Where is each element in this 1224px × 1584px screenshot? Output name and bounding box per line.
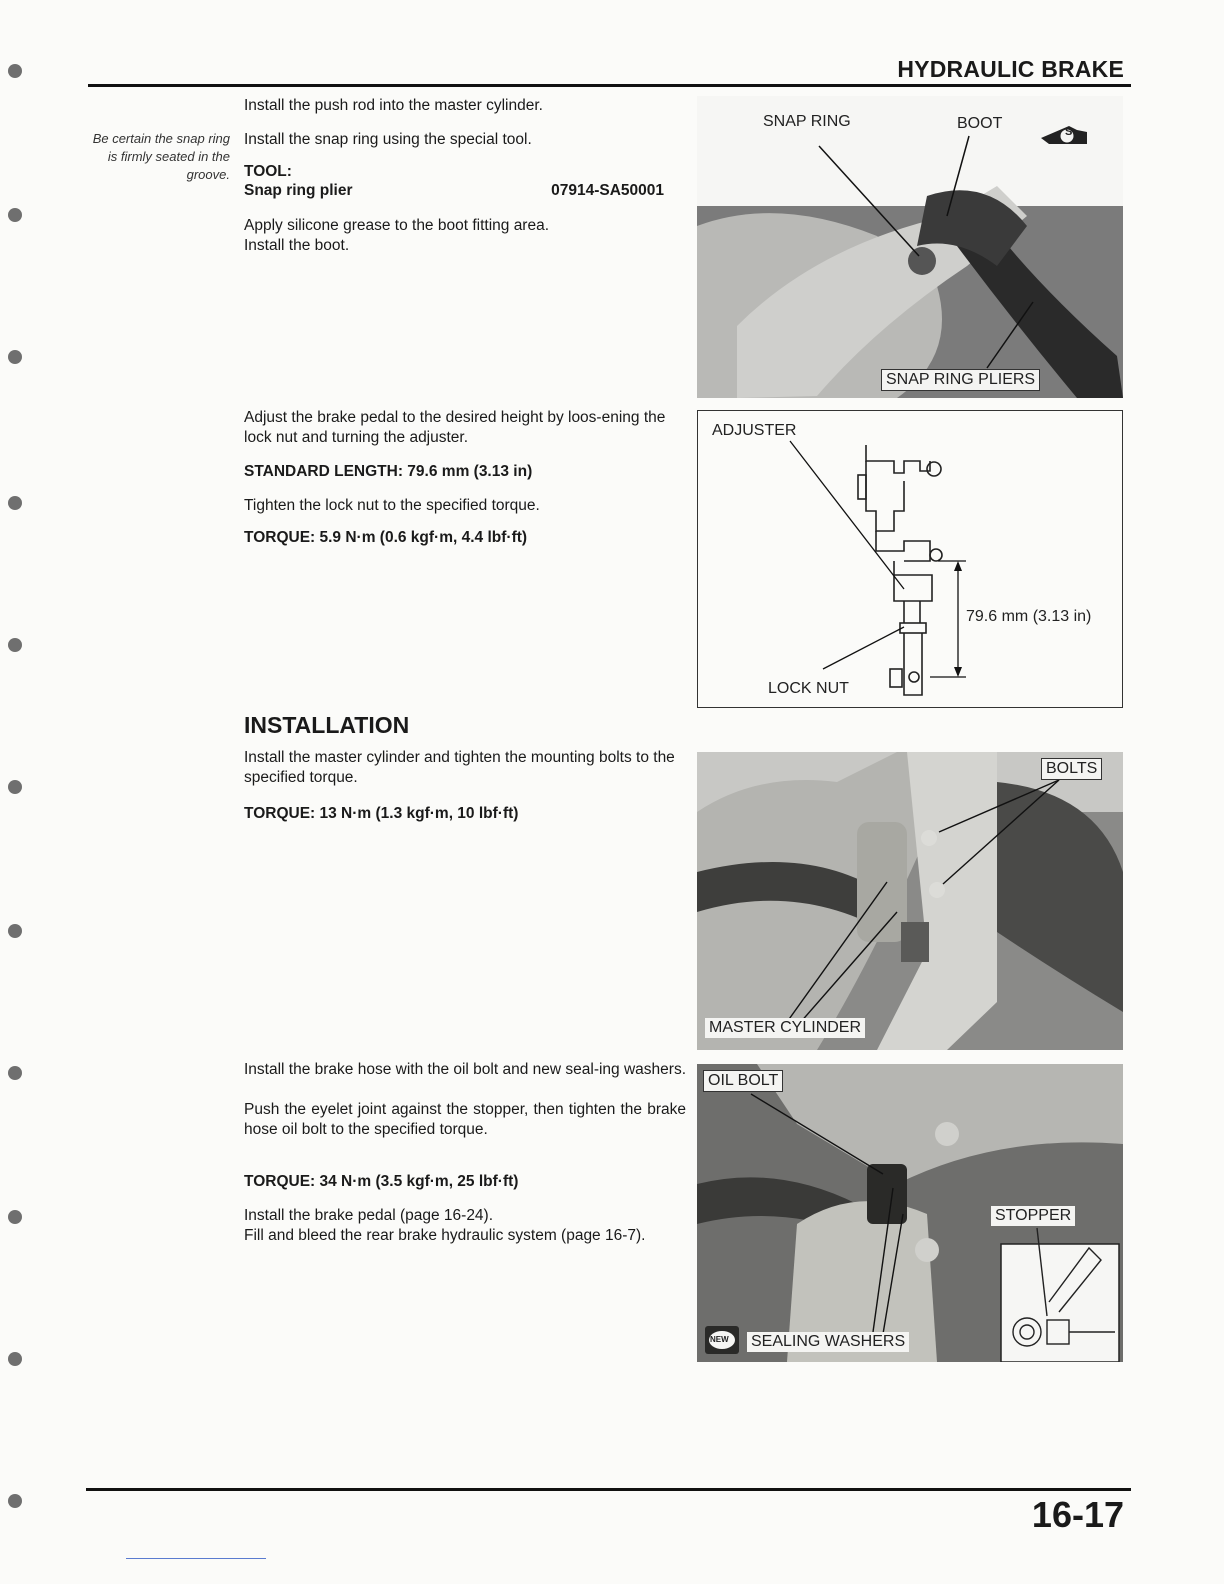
adjuster-diagram-art — [698, 411, 1123, 708]
bleed-text: Fill and bleed the rear brake hydraulic system (page 16-7). — [244, 1227, 646, 1244]
footer-underline — [126, 1558, 266, 1559]
binder-hole — [8, 1494, 22, 1508]
master-cylinder-photo-art — [697, 752, 1123, 1050]
page-number: 16-17 — [1031, 1494, 1124, 1535]
label-master-cylinder: MASTER CYLINDER — [705, 1018, 865, 1038]
label-boot: BOOT — [957, 115, 1003, 132]
step-install-push-rod: Install the push rod into the master cylinder. — [244, 97, 543, 114]
tighten-text: Tighten the lock nut to the specified torque. — [244, 497, 540, 514]
label-snap-ring: SNAP RING — [763, 113, 851, 130]
standard-length: STANDARD LENGTH: 79.6 mm (3.13 in) — [244, 463, 533, 480]
snap-ring-photo — [697, 96, 1123, 398]
label-snap-ring-pliers: SNAP RING PLIERS — [881, 369, 1040, 391]
hose-torque: TORQUE: 34 N·m (3.5 kgf·m, 25 lbf·ft) — [244, 1173, 519, 1190]
section-header-title: HYDRAULIC BRAKE — [897, 56, 1124, 82]
step-apply-grease: Apply silicone grease to the boot fitting area. — [244, 217, 550, 234]
binder-hole — [8, 64, 22, 78]
master-cylinder-photo — [697, 752, 1123, 1050]
hose-text-2: Push the eyelet joint against the stopper, then tighten the brake hose oil bolt to the specified torque. — [244, 1101, 686, 1138]
installation-heading: INSTALLATION — [244, 712, 410, 738]
snap-ring-photo-art — [697, 96, 1123, 398]
step-install-snap-ring: Install the snap ring using the special tool. — [244, 131, 532, 148]
binder-hole — [8, 638, 22, 652]
margin-note: Be certain the snap ring is firmly seated in the groove. — [92, 131, 230, 182]
label-adjuster: ADJUSTER — [712, 422, 797, 439]
label-sealing-washers: SEALING WASHERS — [747, 1332, 909, 1352]
new-badge: NEW — [710, 1335, 729, 1344]
installation-text: Install the master cylinder and tighten the mounting bolts to the specified torque. — [244, 749, 675, 786]
binder-hole — [8, 496, 22, 510]
adjust-torque: TORQUE: 5.9 N·m (0.6 kgf·m, 4.4 lbf·ft) — [244, 529, 528, 546]
label-lock-nut: LOCK NUT — [768, 680, 849, 697]
step-install-boot: Install the boot. — [244, 237, 350, 254]
binder-hole — [8, 1352, 22, 1366]
adjust-text: Adjust the brake pedal to the desired height by loos-ening the lock nut and turning the adjuster. — [244, 409, 666, 446]
binder-hole — [8, 780, 22, 794]
label-stopper: STOPPER — [991, 1206, 1075, 1226]
footer-rule — [86, 1488, 1131, 1491]
oil-bolt-photo — [697, 1064, 1123, 1362]
install-pedal-text: Install the brake pedal (page 16-24). — [244, 1207, 494, 1224]
binder-hole — [8, 1210, 22, 1224]
binder-hole — [8, 924, 22, 938]
binder-hole — [8, 1066, 22, 1080]
label-oil-bolt: OIL BOLT — [703, 1070, 783, 1092]
tool-heading: TOOL: — [244, 163, 292, 180]
adjuster-diagram — [697, 410, 1123, 708]
header-rule — [88, 84, 1131, 87]
tool-number: 07914-SA50001 — [551, 182, 664, 199]
hose-text-1: Install the brake hose with the oil bolt and new seal-ing washers. — [244, 1061, 686, 1078]
label-bolts: BOLTS — [1041, 758, 1102, 780]
tool-row — [244, 182, 664, 200]
installation-torque: TORQUE: 13 N·m (1.3 kgf·m, 10 lbf·ft) — [244, 805, 519, 822]
grease-symbol: S — [1065, 126, 1073, 138]
tool-name: Snap ring plier — [244, 182, 353, 199]
label-standard-length: 79.6 mm (3.13 in) — [966, 608, 1092, 625]
binder-hole — [8, 208, 22, 222]
binder-hole — [8, 350, 22, 364]
